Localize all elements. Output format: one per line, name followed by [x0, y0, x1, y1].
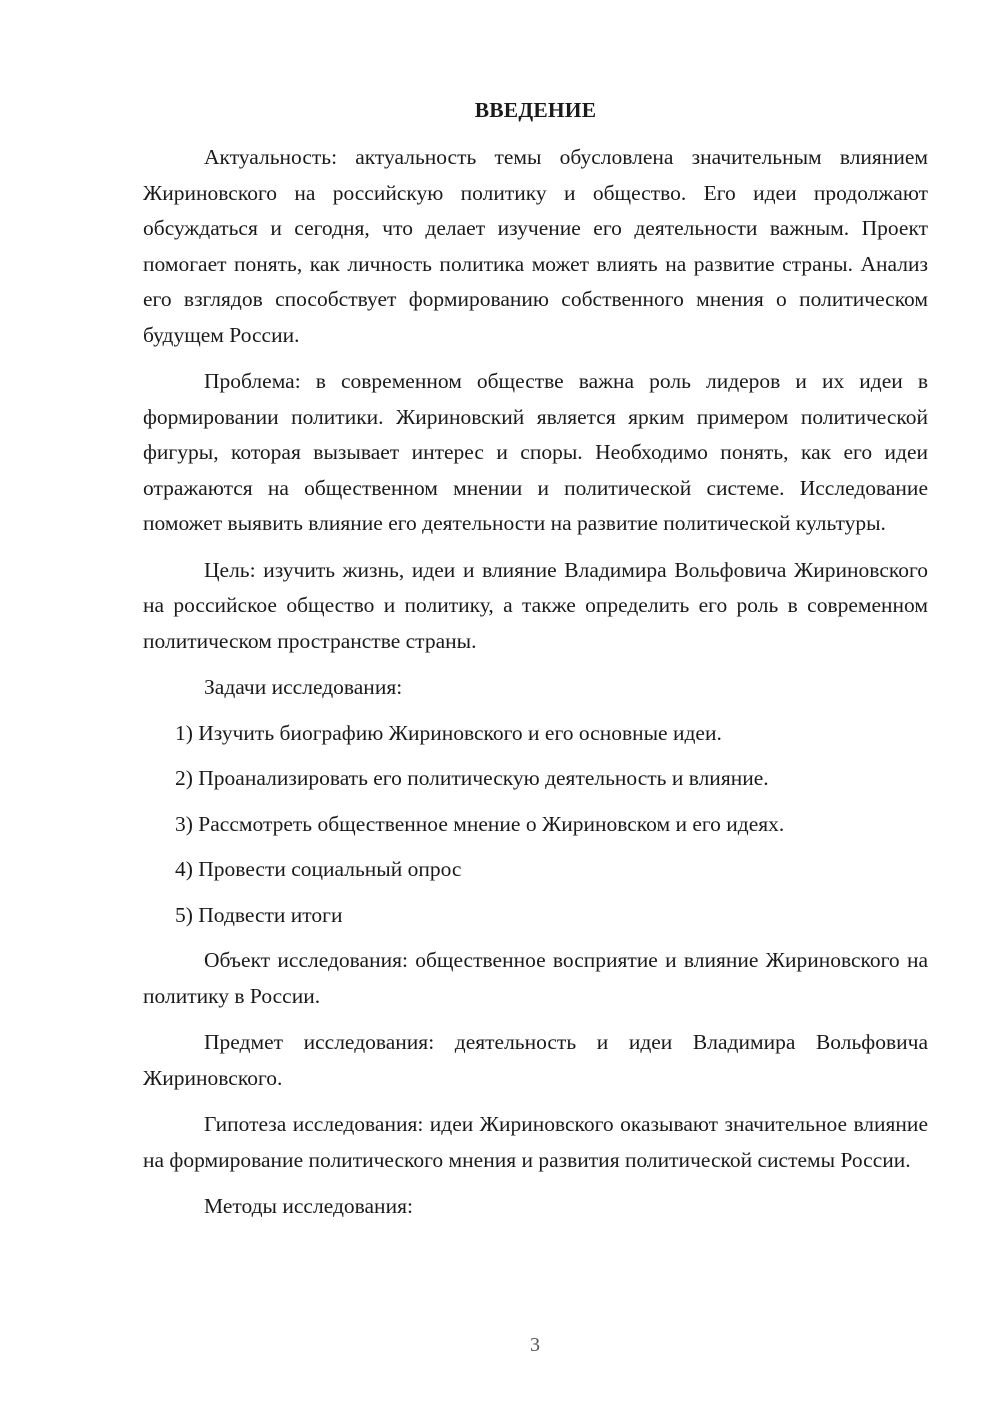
paragraph-relevance: Актуальность: актуальность темы обусловлена значительным влиянием Жириновского на российскую политику и общество. Его идеи продолжают обсуждаться и сегодня, что делает изучение его деятельности важным. Проект помогает понять, как личность политика может влиять на развитие страны. Анализ его взглядов способствует формированию собственного мнения о политическом будущем России.	[143, 145, 928, 347]
document-page	[143, 92, 928, 1235]
tasks-label: Задачи исследования:	[204, 675, 403, 699]
paragraph-subject: Предмет исследования: деятельность и идеи Владимира Вольфовича Жириновского.	[143, 1030, 928, 1090]
task-item: 4) Провести социальный опрос	[175, 857, 462, 881]
methods-label: Методы исследования:	[204, 1194, 413, 1218]
task-item: 5) Подвести итоги	[175, 902, 343, 927]
paragraph-object: Объект исследования: общественное восприятие и влияние Жириновского на политику в России.	[143, 948, 928, 1008]
page-number: 3	[530, 1334, 540, 1356]
paragraph-hypothesis: Гипотеза исследования: идеи Жириновского оказывают значительное влияние на формирование политического мнения и развития политической системы России.	[143, 1112, 928, 1172]
task-item: 3) Рассмотреть общественное мнение о Жириновском и его идеях.	[175, 811, 785, 836]
paragraph-problem: Проблема: в современном обществе важна роль лидеров и их идеи в формировании политики. Жириновский является ярким примером политической фигуры, которая вызывает интерес и споры. Необходимо понять, как его идеи отражаются на общественном мнении и политической системе. Исследование поможет выявить влияние его деятельности на развитие политической культуры.	[143, 369, 928, 535]
task-item: 1) Изучить биографию Жириновского и его основные идеи.	[175, 720, 722, 745]
section-title: ВВЕДЕНИЕ	[474, 98, 597, 122]
tasks-list	[143, 716, 928, 934]
paragraph-goal: Цель: изучить жизнь, идеи и влияние Владимира Вольфовича Жириновского на российское общество и политику, а также определить его роль в современном политическом пространстве страны.	[143, 557, 928, 653]
task-item: 2) Проанализировать его политическую деятельность и влияние.	[175, 766, 769, 790]
